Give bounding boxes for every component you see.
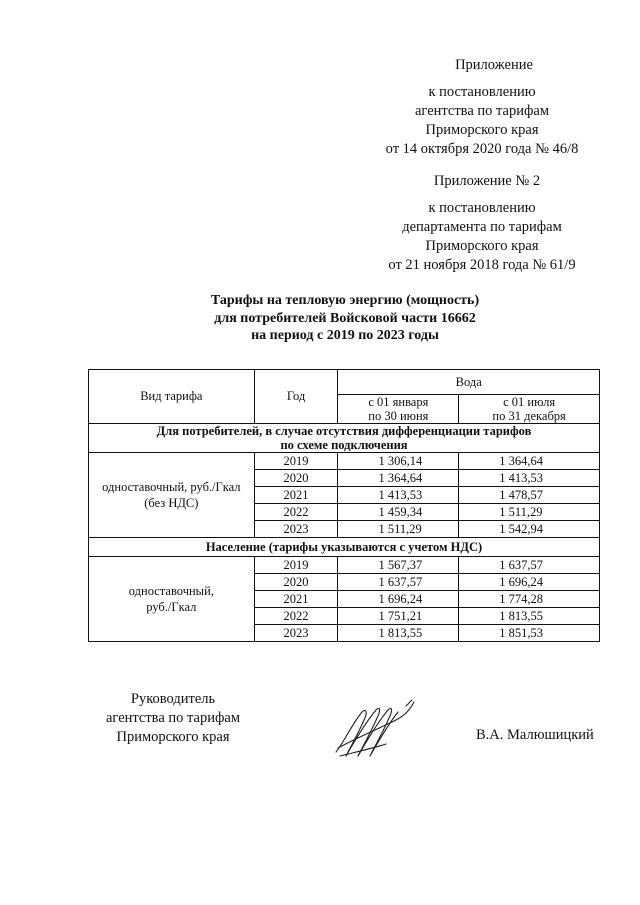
table-row (89, 557, 600, 574)
title-line: для потребителей Войсковой части 16662 (214, 310, 476, 326)
header-line: с 01 января (368, 395, 429, 409)
second-half-value: 1 364,64 (459, 453, 600, 470)
year-cell: 2020 (254, 470, 338, 487)
column-header-water: Вода (338, 370, 600, 395)
section-title (89, 538, 600, 557)
section-title-line: по схеме подключения (280, 438, 408, 452)
year-cell: 2019 (254, 453, 338, 470)
first-half-value: 1 567,37 (338, 557, 459, 574)
year-cell: 2020 (254, 574, 338, 591)
section-title (89, 424, 600, 453)
section-header-row (89, 538, 600, 557)
column-header-kind: Вид тарифа (89, 370, 255, 424)
title-line: на период с 2019 по 2023 годы (251, 328, 439, 343)
year-cell: 2021 (254, 591, 338, 608)
second-half-value: 1 851,53 (459, 625, 600, 642)
column-header-first-half (338, 395, 459, 424)
table-header-row (89, 370, 600, 395)
year-cell: 2023 (254, 521, 338, 538)
tariff-table (88, 369, 600, 642)
table-row (89, 453, 600, 470)
appendix-line: Приморского края (425, 122, 539, 138)
tariff-kind-cell (89, 453, 255, 538)
section-header-row (89, 424, 600, 453)
second-half-value: 1 774,28 (459, 591, 600, 608)
tariff-kind-line: одноставочный, (128, 584, 214, 598)
year-cell: 2019 (254, 557, 338, 574)
first-half-value: 1 751,21 (338, 608, 459, 625)
header-line: по 31 декабря (492, 409, 566, 423)
year-cell: 2022 (254, 608, 338, 625)
header-line: по 30 июня (368, 409, 429, 423)
second-half-value: 1 637,57 (459, 557, 600, 574)
appendix-heading: Приложение (455, 57, 533, 73)
signatory-name: В.А. Малюшицкий (476, 727, 594, 743)
tariff-kind-cell (89, 557, 255, 642)
second-half-value: 1 511,29 (459, 504, 600, 521)
first-half-value: 1 459,34 (338, 504, 459, 521)
appendix-line: от 21 ноября 2018 года № 61/9 (388, 257, 576, 273)
section-title-line: Для потребителей, в случае отсутствия дифференциации тарифов (156, 424, 532, 438)
year-cell: 2021 (254, 487, 338, 504)
first-half-value: 1 696,24 (338, 591, 459, 608)
appendix-line: департамента по тарифам (402, 219, 562, 235)
second-half-value: 1 542,94 (459, 521, 600, 538)
column-header-second-half (459, 395, 600, 424)
handwritten-signature (326, 690, 436, 770)
second-half-value: 1 478,57 (459, 487, 600, 504)
second-half-value: 1 413,53 (459, 470, 600, 487)
title-line: Тарифы на тепловую энергию (мощность) (210, 293, 480, 308)
appendix-block-2 (362, 172, 602, 275)
first-half-value: 1 637,57 (338, 574, 459, 591)
first-half-value: 1 813,55 (338, 625, 459, 642)
signatory-position-line: Руководитель (130, 691, 216, 707)
section-title-line: Население (тарифы указываются с учетом НДС) (205, 540, 483, 554)
tariff-kind-line: руб./Гкал (146, 600, 197, 614)
second-half-value: 1 696,24 (459, 574, 600, 591)
appendix-line: к постановлению (428, 84, 536, 100)
appendix-line: агентства по тарифам (415, 103, 549, 119)
appendix-block-1 (362, 56, 602, 159)
signatory-position (88, 690, 258, 747)
signatory-position-line: Приморского края (116, 729, 230, 745)
appendix-line: к постановлению (428, 200, 536, 216)
first-half-value: 1 364,64 (338, 470, 459, 487)
appendix-line: Приморского края (425, 238, 539, 254)
first-half-value: 1 306,14 (338, 453, 459, 470)
tariff-kind-line: одноставочный, руб./Гкал (102, 480, 241, 494)
tariff-kind-line: (без НДС) (144, 496, 199, 510)
appendix-line: от 14 октября 2020 года № 46/8 (385, 141, 579, 157)
appendix-heading: Приложение № 2 (433, 173, 541, 189)
second-half-value: 1 813,55 (459, 608, 600, 625)
first-half-value: 1 413,53 (338, 487, 459, 504)
year-cell: 2022 (254, 504, 338, 521)
header-line: с 01 июля (503, 395, 556, 409)
first-half-value: 1 511,29 (338, 521, 459, 538)
year-cell: 2023 (254, 625, 338, 642)
column-header-year: Год (254, 370, 338, 424)
signatory-position-line: агентства по тарифам (106, 710, 240, 726)
document-title (0, 292, 640, 345)
